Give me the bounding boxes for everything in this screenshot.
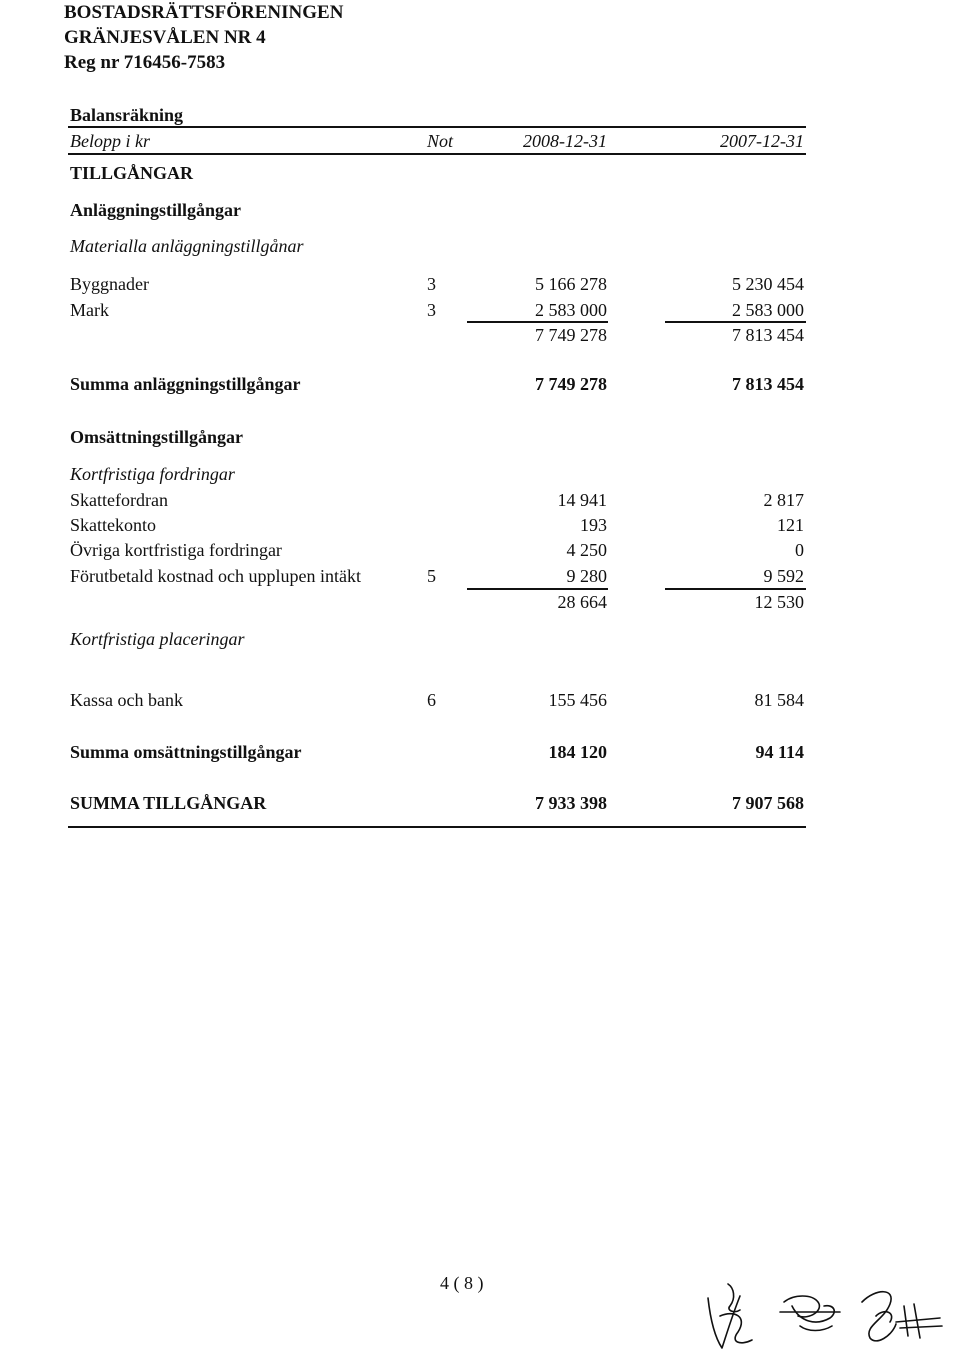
row-byggnader-not: 3 — [427, 274, 436, 294]
row-skattekonto-2007: 121 — [777, 515, 804, 535]
col-not-header: Not — [427, 131, 454, 151]
summa-anlaggning-2008: 7 749 278 — [535, 374, 607, 394]
summa-omsattning-2008: 184 120 — [548, 742, 607, 762]
col-2007-header: 2007-12-31 — [720, 131, 804, 151]
section-omsattning: Omsättningstillgångar — [70, 427, 244, 447]
row-mark-not: 3 — [427, 300, 436, 320]
section-anlaggning: Anläggningstillgångar — [70, 200, 242, 220]
fordringar-subtotal-2008: 28 664 — [557, 592, 607, 612]
association-subname: GRÄNJESVÅLEN NR 4 — [64, 27, 266, 48]
subtotal-rule-2007 — [665, 321, 806, 323]
col-label-header: Belopp i kr — [70, 131, 150, 151]
fordringar-subtotal-2007: 12 530 — [754, 592, 804, 612]
section-materiella: Materialla anläggningstillgånar — [70, 236, 304, 256]
summa-anlaggning-label: Summa anläggningstillgångar — [70, 374, 301, 394]
col-2008-header: 2008-12-31 — [523, 131, 607, 151]
row-ovriga-2007: 0 — [795, 540, 804, 560]
row-byggnader-label: Byggnader — [70, 274, 149, 294]
summa-tillgangar-label: SUMMA TILLGÅNGAR — [70, 793, 267, 813]
signature-1 — [708, 1284, 752, 1348]
total-rule — [68, 826, 806, 828]
section-kortfristiga-placeringar: Kortfristiga placeringar — [70, 629, 245, 649]
registration-number: Reg nr 716456-7583 — [64, 52, 226, 73]
row-kassa-2007: 81 584 — [754, 690, 804, 710]
signatures — [700, 1276, 950, 1354]
header-rule — [68, 153, 806, 155]
summa-tillgangar-2007: 7 907 568 — [732, 793, 804, 813]
row-forutbetald-2007: 9 592 — [763, 566, 804, 586]
title-rule — [68, 126, 806, 128]
section-tillgangar: TILLGÅNGAR — [70, 163, 194, 183]
report-title: Balansräkning — [70, 105, 184, 125]
row-ovriga-label: Övriga kortfristiga fordringar — [70, 540, 282, 560]
fordringar-rule-2008 — [467, 588, 608, 590]
row-forutbetald-label: Förutbetald kostnad och upplupen intäkt — [70, 566, 361, 586]
signature-2 — [780, 1296, 840, 1331]
row-byggnader-2007: 5 230 454 — [732, 274, 804, 294]
row-mark-2007: 2 583 000 — [732, 300, 804, 320]
summa-omsattning-label: Summa omsättningstillgångar — [70, 742, 302, 762]
materiella-subtotal-2008: 7 749 278 — [535, 325, 607, 345]
row-kassa-2008: 155 456 — [548, 690, 607, 710]
summa-anlaggning-2007: 7 813 454 — [732, 374, 804, 394]
fordringar-rule-2007 — [665, 588, 806, 590]
row-ovriga-2008: 4 250 — [566, 540, 607, 560]
association-name: BOSTADSRÄTTSFÖRENINGEN — [64, 2, 344, 23]
row-forutbetald-2008: 9 280 — [566, 566, 607, 586]
row-skattekonto-2008: 193 — [580, 515, 607, 535]
row-skattekonto-label: Skattekonto — [70, 515, 156, 535]
section-kortfristiga-fordringar: Kortfristiga fordringar — [70, 464, 235, 484]
subtotal-rule-2008 — [467, 321, 608, 323]
row-kassa-label: Kassa och bank — [70, 690, 183, 710]
row-skattefordran-2008: 14 941 — [557, 490, 607, 510]
row-skattefordran-label: Skattefordran — [70, 490, 168, 510]
row-forutbetald-not: 5 — [427, 566, 436, 586]
page-number: 4 ( 8 ) — [440, 1273, 484, 1293]
row-mark-label: Mark — [70, 300, 109, 320]
summa-omsattning-2007: 94 114 — [755, 742, 804, 762]
row-skattefordran-2007: 2 817 — [763, 490, 804, 510]
materiella-subtotal-2007: 7 813 454 — [732, 325, 804, 345]
row-kassa-not: 6 — [427, 690, 436, 710]
row-mark-2008: 2 583 000 — [535, 300, 607, 320]
row-byggnader-2008: 5 166 278 — [535, 274, 607, 294]
signature-3 — [862, 1292, 942, 1341]
summa-tillgangar-2008: 7 933 398 — [535, 793, 607, 813]
